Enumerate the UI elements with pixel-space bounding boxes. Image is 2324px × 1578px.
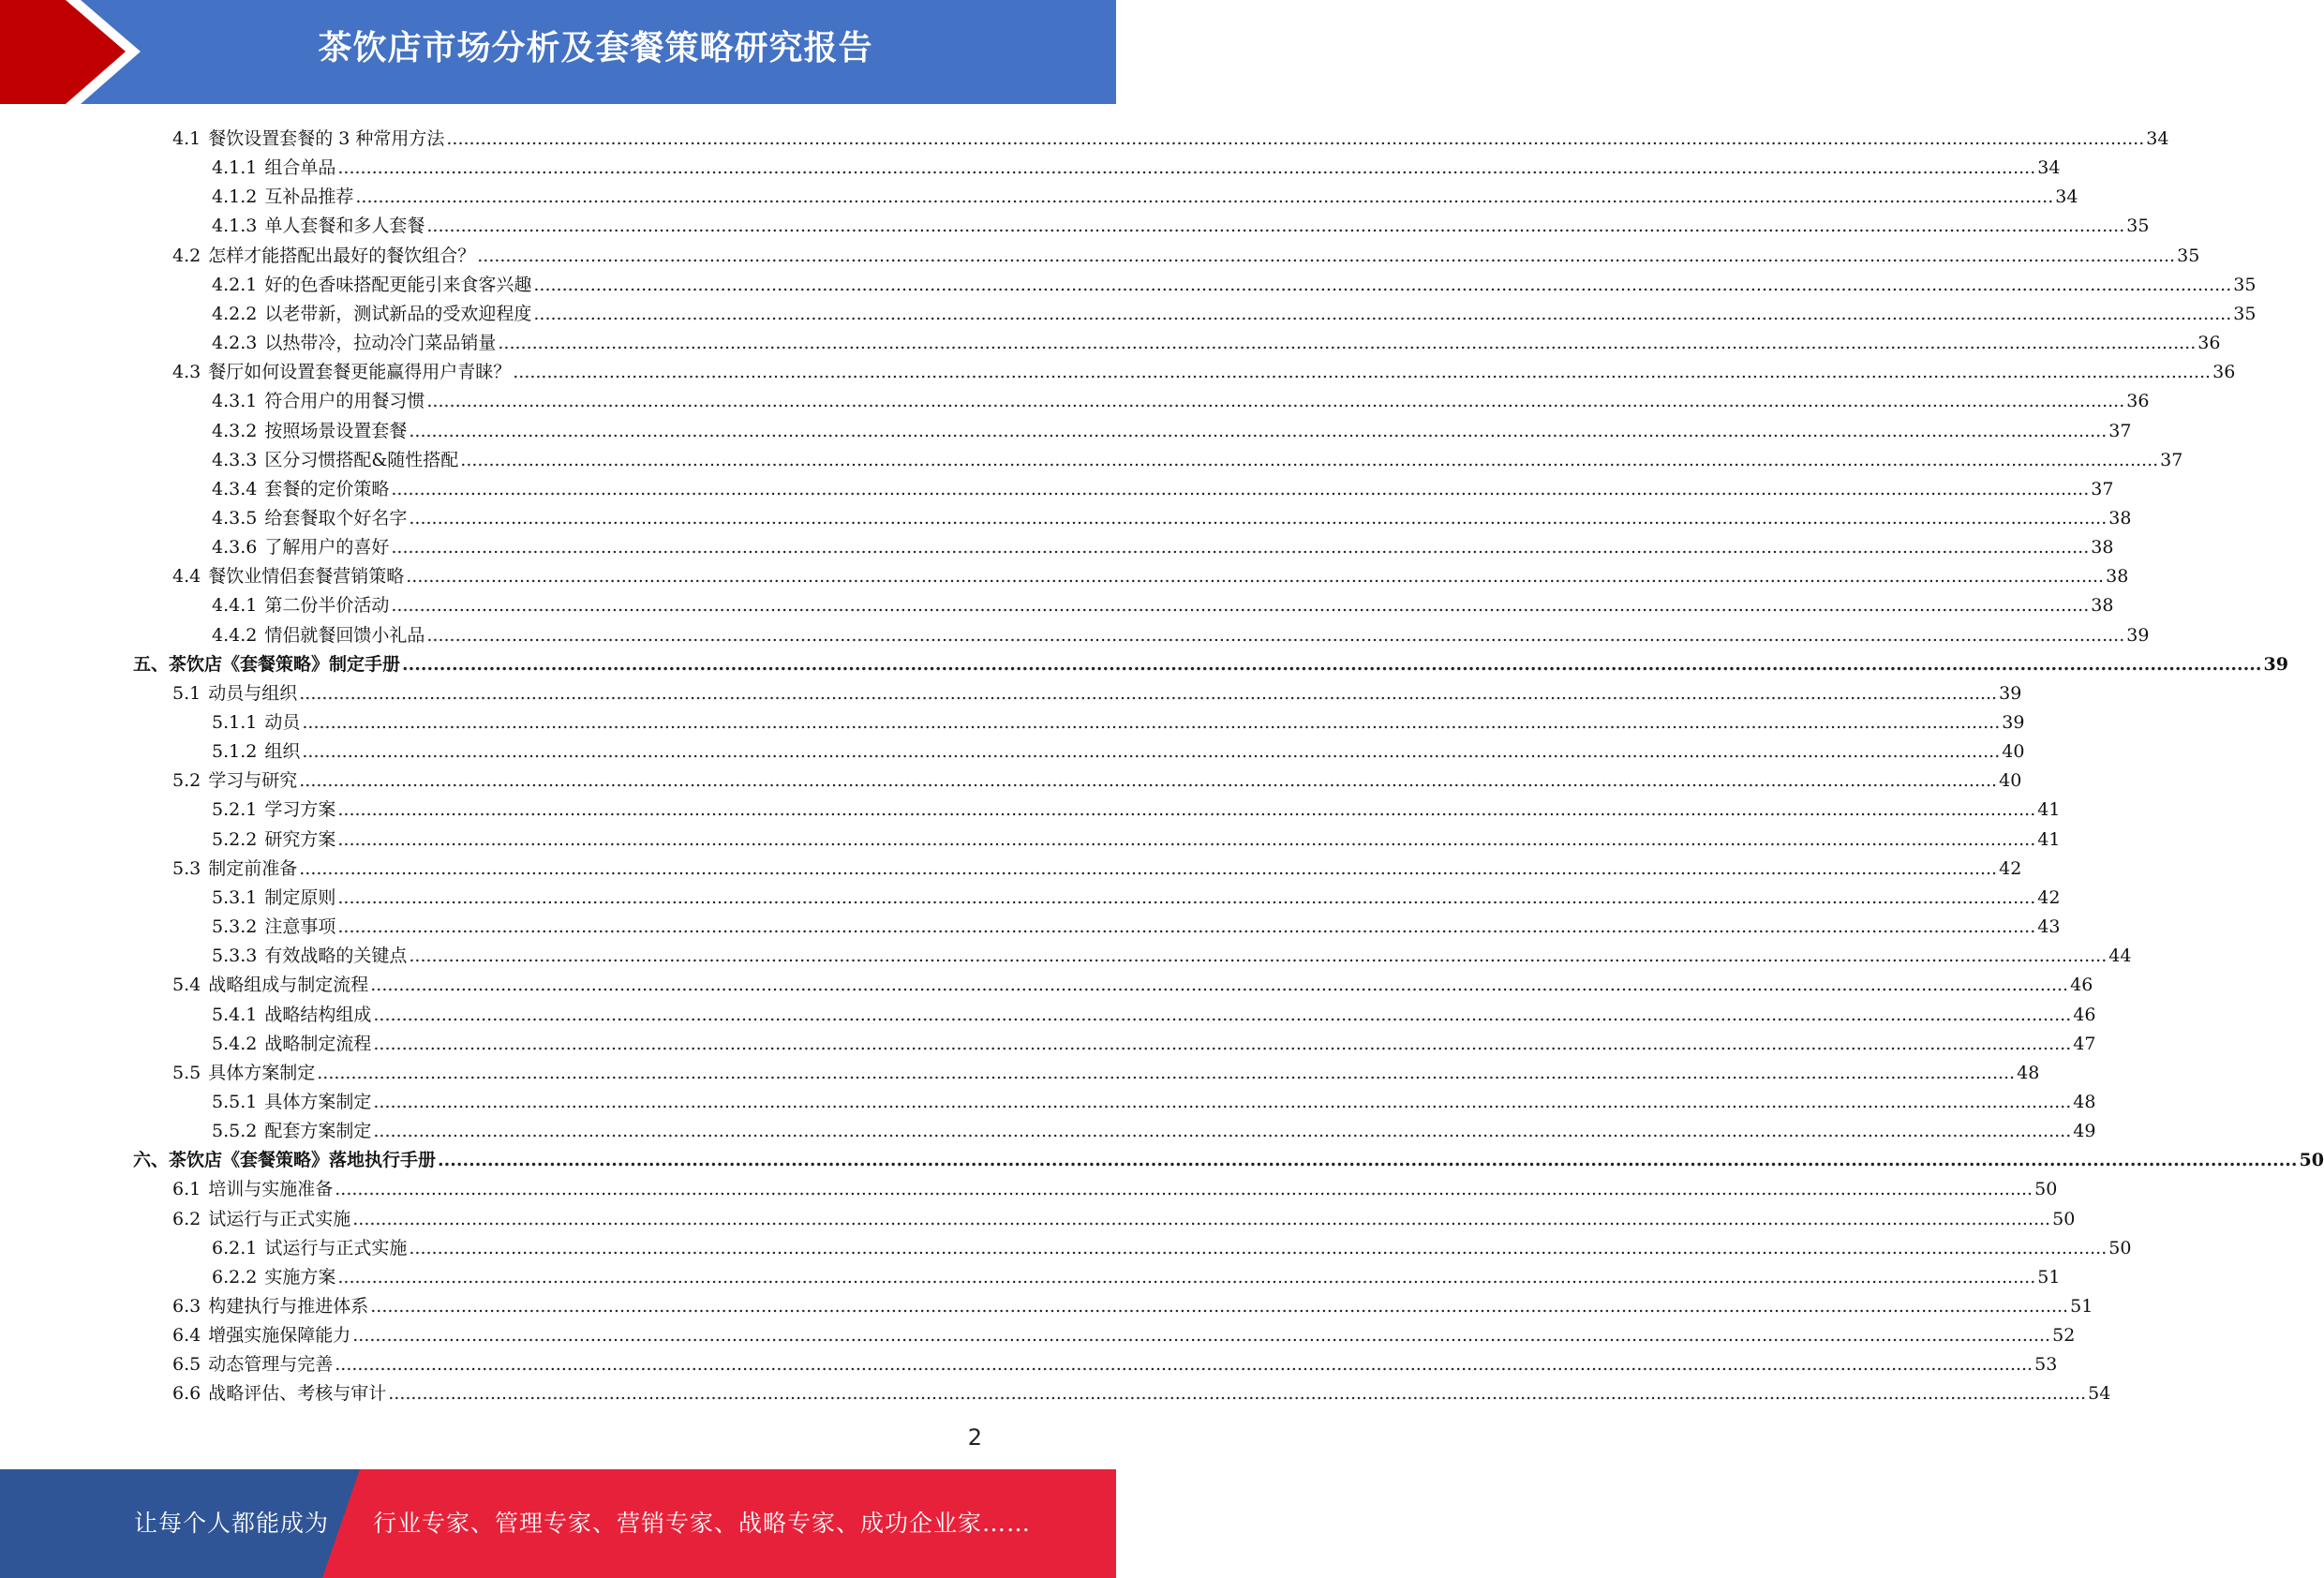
toc-entry-number: 5.3.1 [212, 886, 258, 908]
toc-entry-title: 组织 [264, 741, 301, 763]
toc-dot-leader: ............................................................................................................................................................................................................................................................................................................ [498, 333, 2197, 354]
toc-entry-number: 4.4.2 [212, 624, 258, 646]
toc-section-entry[interactable] [172, 354, 2236, 383]
toc-entry-page: 36 [2197, 333, 2221, 354]
toc-entry-title: 战略组成与制定流程 [208, 975, 369, 996]
toc-entry-title: 试运行与正式实施 [264, 1237, 408, 1258]
toc-entry-number: 5.4.2 [212, 1033, 258, 1054]
toc-entry-number: 6.2 [172, 1208, 201, 1229]
toc-entry-title: 单人套餐和多人套餐 [264, 216, 425, 237]
toc-entry-title: 套餐的定价策略 [264, 478, 390, 499]
footer-slogan-left: 让每个人都能成为 [134, 1510, 330, 1537]
toc-subsection-entry[interactable] [212, 471, 2114, 500]
toc-entry-page: 35 [2233, 274, 2257, 295]
toc-section-entry[interactable] [172, 851, 2022, 880]
toc-dot-leader: ............................................................................................................................................................................................................................................................................................................ [406, 566, 2105, 588]
toc-entry-title: 战略评估、考核与审计 [208, 1383, 387, 1405]
toc-dot-leader: ............................................................................................................................................................................................................................................................................................................ [335, 1179, 2034, 1200]
toc-dot-leader: ............................................................................................................................................................................................................................................................................................................ [302, 741, 2001, 763]
toc-section-entry[interactable] [172, 1288, 2093, 1317]
toc-entry-number: 4.2.1 [212, 274, 258, 295]
toc-entry-title: 实施方案 [264, 1266, 336, 1288]
report-title: 茶饮店市场分析及套餐策略研究报告 [318, 29, 873, 67]
toc-dot-leader: ............................................................................................................................................................................................................................................................................................................ [370, 1296, 2069, 1317]
toc-entry-title: 茶饮店《套餐策略》制定手册 [169, 653, 401, 675]
toc-entry-page: 35 [2177, 245, 2200, 266]
toc-entry-title: 组合单品 [264, 157, 336, 179]
toc-dot-leader: ............................................................................................................................................................................................................................................................................................................ [477, 245, 2176, 266]
toc-subsection-entry[interactable] [212, 1230, 2132, 1259]
toc-dot-leader: ............................................................................................................................................................................................................................................................................................................ [370, 975, 2069, 996]
toc-entry-page: 37 [2091, 478, 2114, 499]
toc-entry-page: 34 [2055, 186, 2078, 208]
toc-dot-leader: ............................................................................................................................................................................................................................................................................................................ [446, 128, 2145, 149]
toc-entry-number: 6.6 [172, 1383, 201, 1405]
toc-entry-title: 战略制定流程 [264, 1033, 372, 1054]
toc-section-entry[interactable] [172, 1317, 2076, 1347]
toc-entry-title: 好的色香味搭配更能引来食客兴趣 [264, 274, 532, 295]
toc-entry-page: 38 [2091, 595, 2114, 617]
toc-dot-leader: ............................................................................................................................................................................................................................................................................................................ [337, 886, 2036, 908]
toc-dot-leader: ............................................................................................................................................................................................................................................................................................................ [337, 799, 2036, 821]
toc-entry-page: 50 [2108, 1237, 2132, 1258]
toc-entry-page: 52 [2052, 1325, 2076, 1347]
toc-subsection-entry[interactable] [212, 822, 2061, 851]
toc-entry-page: 37 [2160, 449, 2183, 470]
toc-entry-number: 4.1 [172, 128, 201, 149]
toc-section-entry[interactable] [172, 763, 2022, 792]
toc-subsection-entry[interactable] [212, 179, 2078, 208]
toc-entry-page: 53 [2034, 1354, 2058, 1376]
toc-entry-title: 以热带冷，拉动冷门菜品销量 [264, 333, 497, 354]
toc-dot-leader: ............................................................................................................................................................................................................................................................................................................ [409, 1237, 2108, 1258]
toc-entry-page: 38 [2108, 507, 2132, 528]
toc-section-entry[interactable] [172, 1055, 2040, 1084]
toc-entry-title: 给套餐取个好名字 [264, 507, 408, 528]
toc-entry-page: 41 [2037, 828, 2061, 850]
footer-slogan-right: 行业专家、管理专家、营销专家、战略专家、成功企业家…… [373, 1510, 1032, 1537]
toc-section-entry[interactable] [172, 967, 2093, 996]
toc-subsection-entry[interactable] [212, 588, 2114, 617]
toc-dot-leader: ............................................................................................................................................................................................................................................................................................................ [337, 916, 2036, 938]
toc-section-entry[interactable] [172, 1376, 2111, 1405]
toc-entry-page: 42 [1999, 857, 2022, 879]
toc-entry-title: 符合用户的用餐习惯 [264, 391, 425, 412]
toc-entry-number: 5.5.2 [212, 1121, 258, 1142]
toc-dot-leader: ............................................................................................................................................................................................................................................................................................................ [373, 1033, 2072, 1054]
toc-subsection-entry[interactable] [212, 880, 2061, 909]
toc-entry-title: 有效战略的关键点 [264, 945, 408, 967]
toc-entry-page: 35 [2233, 303, 2257, 324]
toc-dot-leader: ............................................................................................................................................................................................................................................................................................................ [426, 391, 2125, 412]
page-header [0, 0, 1116, 104]
toc-entry-number: 4.3.5 [212, 507, 258, 528]
toc-entry-page: 37 [2108, 420, 2132, 441]
toc-entry-title: 具体方案制定 [208, 1062, 316, 1083]
toc-entry-title: 情侣就餐回馈小礼品 [264, 624, 425, 646]
toc-subsection-entry[interactable] [212, 997, 2096, 1026]
toc-subsection-entry[interactable] [212, 792, 2061, 821]
toc-entry-title: 动员与组织 [208, 682, 298, 704]
toc-entry-number: 4.1.2 [212, 186, 258, 208]
toc-entry-page: 51 [2037, 1266, 2061, 1288]
toc-dot-leader: ............................................................................................................................................................................................................................................................................................................ [299, 682, 1998, 704]
toc-subsection-entry[interactable] [212, 1026, 2096, 1055]
toc-subsection-entry[interactable] [212, 208, 2150, 237]
toc-entry-page: 43 [2037, 916, 2061, 938]
toc-dot-leader: ............................................................................................................................................................................................................................................................................................................ [409, 945, 2108, 967]
toc-entry-title: 学习方案 [264, 799, 336, 821]
toc-entry-title: 餐饮业情侣套餐营销策略 [208, 566, 405, 588]
toc-entry-number: 5.2 [172, 770, 201, 792]
toc-entry-number: 4.4.1 [212, 595, 258, 617]
toc-section-entry[interactable] [172, 1201, 2076, 1230]
toc-dot-leader: ............................................................................................................................................................................................................................................................................................................ [373, 1004, 2072, 1025]
toc-dot-leader: ............................................................................................................................................................................................................................................................................................................ [409, 420, 2108, 441]
toc-entry-number: 五、 [133, 653, 170, 675]
toc-entry-number: 5.5 [172, 1062, 201, 1083]
toc-dot-leader: ............................................................................................................................................................................................................................................................................................................ [317, 1062, 2016, 1083]
toc-section-entry[interactable] [172, 1171, 2058, 1200]
toc-dot-leader: ............................................................................................................................................................................................................................................................................................................ [337, 157, 2036, 179]
toc-entry-title: 研究方案 [264, 828, 336, 850]
toc-dot-leader: ............................................................................................................................................................................................................................................................................................................ [391, 595, 2090, 617]
toc-entry-page: 46 [2070, 975, 2093, 996]
toc-dot-leader: ............................................................................................................................................................................................................................................................................................................ [373, 1091, 2072, 1112]
toc-entry-title: 互补品推荐 [264, 186, 354, 208]
toc-subsection-entry[interactable] [212, 267, 2257, 296]
toc-entry-number: 4.2.2 [212, 303, 258, 324]
toc-dot-leader: ............................................................................................................................................................................................................................................................................................................ [388, 1383, 2087, 1405]
toc-entry-title: 培训与实施准备 [208, 1179, 334, 1200]
toc-entry-page: 54 [2088, 1383, 2111, 1405]
chevron-red-shape [0, 0, 126, 104]
toc-entry-page: 39 [1999, 682, 2022, 704]
toc-entry-page: 44 [2108, 945, 2132, 967]
toc-subsection-entry[interactable] [212, 618, 2150, 647]
toc-entry-title: 学习与研究 [208, 770, 298, 792]
toc-entry-title: 构建执行与推进体系 [208, 1296, 369, 1317]
toc-entry-number: 六、 [133, 1150, 170, 1171]
toc-entry-number: 6.1 [172, 1179, 201, 1200]
toc-entry-title: 配套方案制定 [264, 1121, 372, 1142]
toc-entry-page: 40 [2002, 741, 2025, 763]
page-footer [0, 1469, 1116, 1578]
toc-entry-title: 区分习惯搭配&随性搭配 [264, 449, 459, 470]
toc-entry-number: 6.5 [172, 1354, 201, 1376]
toc-chapter-entry[interactable] [133, 647, 2288, 676]
toc-entry-page: 50 [2052, 1208, 2076, 1229]
toc-entry-page: 49 [2073, 1121, 2096, 1142]
toc-dot-leader: ............................................................................................................................................................................................................................................................................................................ [302, 712, 2001, 733]
toc-entry-number: 5.1 [172, 682, 201, 704]
toc-entry-page: 39 [2126, 624, 2150, 646]
toc-entry-number: 4.1.3 [212, 216, 258, 237]
toc-entry-page: 50 [2299, 1150, 2324, 1171]
toc-dot-leader: ............................................................................................................................................................................................................................................................................................................ [373, 1121, 2072, 1142]
toc-dot-leader: ............................................................................................................................................................................................................................................................................................................ [352, 1208, 2051, 1229]
toc-entry-page: 34 [2146, 128, 2169, 149]
toc-subsection-entry[interactable] [212, 325, 2221, 354]
toc-section-entry[interactable] [172, 121, 2169, 150]
toc-entry-title: 增强实施保障能力 [208, 1325, 351, 1347]
toc-subsection-entry[interactable] [212, 1084, 2096, 1113]
toc-subsection-entry[interactable] [212, 705, 2025, 734]
toc-entry-page: 34 [2037, 157, 2061, 179]
toc-entry-page: 39 [2263, 653, 2288, 675]
toc-entry-number: 5.5.1 [212, 1091, 258, 1112]
toc-dot-leader: ............................................................................................................................................................................................................................................................................................................ [299, 770, 1998, 792]
toc-entry-number: 6.4 [172, 1325, 201, 1347]
toc-entry-page: 36 [2212, 362, 2236, 383]
toc-subsection-entry[interactable] [212, 500, 2132, 529]
toc-entry-number: 6.3 [172, 1296, 201, 1317]
toc-entry-number: 4.3.6 [212, 537, 258, 558]
toc-entry-number: 4.1.1 [212, 157, 258, 179]
toc-entry-number: 4.3.4 [212, 478, 258, 499]
toc-dot-leader: ............................................................................................................................................................................................................................................................................................................ [337, 1266, 2036, 1288]
page-number: 2 [967, 1424, 982, 1451]
toc-entry-number: 4.2.3 [212, 333, 258, 354]
toc-entry-number: 5.4 [172, 975, 201, 996]
toc-subsection-entry[interactable] [212, 383, 2150, 412]
toc-entry-number: 5.4.1 [212, 1004, 258, 1025]
toc-section-entry[interactable] [172, 676, 2022, 705]
toc-dot-leader: ............................................................................................................................................................................................................................................................................................................ [533, 303, 2232, 324]
toc-entry-title: 注意事项 [264, 916, 336, 938]
toc-dot-leader: ............................................................................................................................................................................................................................................................................................................ [438, 1150, 2298, 1171]
toc-entry-number: 6.2.1 [212, 1237, 258, 1258]
toc-section-entry[interactable] [172, 558, 2129, 588]
toc-subsection-entry[interactable] [212, 529, 2114, 558]
toc-section-entry[interactable] [172, 238, 2200, 267]
toc-entry-number: 5.3.3 [212, 945, 258, 967]
toc-dot-leader: ............................................................................................................................................................................................................................................................................................................ [391, 537, 2090, 558]
toc-dot-leader: ............................................................................................................................................................................................................................................................................................................ [402, 653, 2262, 675]
toc-entry-number: 4.3 [172, 362, 201, 383]
toc-entry-page: 41 [2037, 799, 2061, 821]
toc-entry-title: 试运行与正式实施 [208, 1208, 351, 1229]
toc-subsection-entry[interactable] [212, 1259, 2061, 1288]
toc-entry-number: 4.3.1 [212, 391, 258, 412]
toc-subsection-entry[interactable] [212, 1113, 2096, 1142]
toc-dot-leader: ............................................................................................................................................................................................................................................................................................................ [335, 1354, 2034, 1376]
toc-entry-page: 51 [2070, 1296, 2093, 1317]
toc-entry-title: 具体方案制定 [264, 1091, 372, 1112]
toc-subsection-entry[interactable] [212, 150, 2061, 179]
toc-entry-page: 42 [2037, 886, 2061, 908]
toc-entry-page: 40 [1999, 770, 2022, 792]
toc-dot-leader: ............................................................................................................................................................................................................................................................................................................ [391, 478, 2090, 499]
toc-subsection-entry[interactable] [212, 296, 2257, 325]
toc-dot-leader: ............................................................................................................................................................................................................................................................................................................ [533, 274, 2232, 295]
toc-entry-number: 5.2.1 [212, 799, 258, 821]
toc-entry-number: 4.2 [172, 245, 201, 266]
toc-entry-title: 战略结构组成 [264, 1004, 372, 1025]
toc-dot-leader: ............................................................................................................................................................................................................................................................................................................ [355, 186, 2054, 208]
toc-entry-title: 茶饮店《套餐策略》落地执行手册 [169, 1150, 437, 1171]
toc-entry-title: 以老带新，测试新品的受欢迎程度 [264, 303, 532, 324]
toc-subsection-entry[interactable] [212, 442, 2183, 471]
toc-dot-leader: ............................................................................................................................................................................................................................................................................................................ [337, 828, 2036, 850]
toc-entry-page: 48 [2017, 1062, 2040, 1083]
toc-subsection-entry[interactable] [212, 909, 2061, 938]
toc-entry-title: 动员 [264, 712, 301, 733]
toc-entry-page: 38 [2106, 566, 2129, 588]
toc-entry-page: 39 [2002, 712, 2025, 733]
toc-entry-title: 按照场景设置套餐 [264, 420, 408, 441]
toc-entry-title: 动态管理与完善 [208, 1354, 334, 1376]
toc-dot-leader: ............................................................................................................................................................................................................................................................................................................ [409, 507, 2108, 528]
toc-entry-title: 餐饮设置套餐的 3 种常用方法 [208, 128, 445, 149]
toc-entry-title: 餐厅如何设置套餐更能赢得用户青睐？ [208, 362, 512, 383]
toc-entry-number: 5.1.2 [212, 741, 258, 763]
toc-entry-page: 48 [2073, 1091, 2096, 1112]
toc-entry-number: 6.2.2 [212, 1266, 258, 1288]
toc-dot-leader: ............................................................................................................................................................................................................................................................................................................ [299, 857, 1998, 879]
toc-dot-leader: ............................................................................................................................................................................................................................................................................................................ [426, 624, 2125, 646]
toc-dot-leader: ............................................................................................................................................................................................................................................................................................................ [460, 449, 2159, 470]
toc-entry-page: 38 [2091, 537, 2114, 558]
toc-entry-page: 35 [2126, 216, 2150, 237]
toc-entry-number: 5.2.2 [212, 828, 258, 850]
toc-entry-title: 制定原则 [264, 886, 336, 908]
header-chevron-decoration [0, 0, 150, 104]
toc-entry-title: 怎样才能搭配出最好的餐饮组合？ [208, 245, 476, 266]
toc-entry-number: 5.3 [172, 857, 201, 879]
toc-entry-page: 47 [2073, 1033, 2096, 1054]
toc-subsection-entry[interactable] [212, 938, 2132, 967]
toc-entry-number: 4.3.3 [212, 449, 258, 470]
toc-dot-leader: ............................................................................................................................................................................................................................................................................................................ [513, 362, 2212, 383]
toc-entry-number: 4.4 [172, 566, 201, 588]
toc-chapter-entry[interactable] [133, 1142, 2324, 1171]
toc-entry-title: 第二份半价活动 [264, 595, 390, 617]
toc-dot-leader: ............................................................................................................................................................................................................................................................................................................ [426, 216, 2125, 237]
toc-entry-number: 5.1.1 [212, 712, 258, 733]
toc-entry-number: 5.3.2 [212, 916, 258, 938]
toc-subsection-entry[interactable] [212, 734, 2025, 763]
toc-entry-page: 50 [2034, 1179, 2058, 1200]
toc-entry-page: 46 [2073, 1004, 2096, 1025]
toc-section-entry[interactable] [172, 1347, 2058, 1376]
toc-subsection-entry[interactable] [212, 413, 2132, 442]
toc-entry-title: 制定前准备 [208, 857, 298, 879]
toc-entry-page: 36 [2126, 391, 2150, 412]
toc-dot-leader: ............................................................................................................................................................................................................................................................................................................ [352, 1325, 2051, 1347]
toc-entry-number: 4.3.2 [212, 420, 258, 441]
toc-entry-title: 了解用户的喜好 [264, 537, 390, 558]
